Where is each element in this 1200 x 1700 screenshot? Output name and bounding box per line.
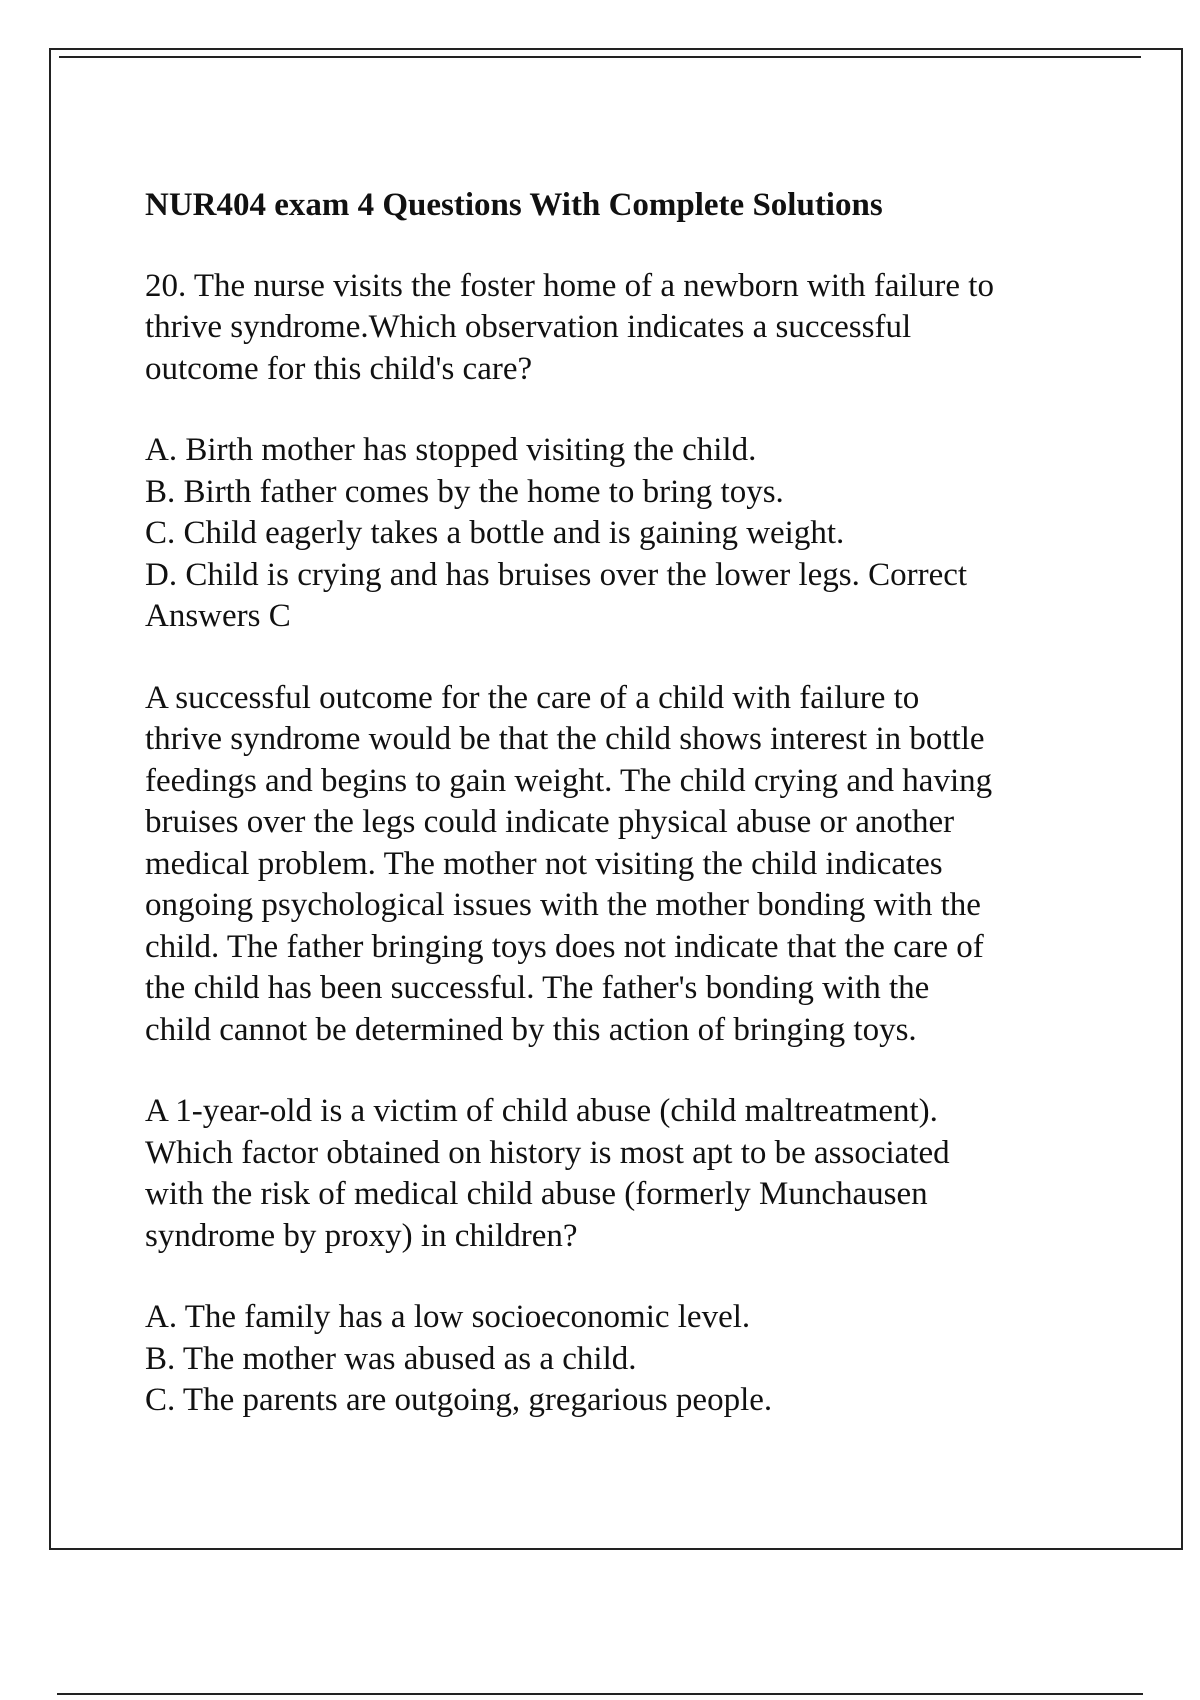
question-1-option-d: D. Child is crying and has bruises over the lower legs. Correct Answers C [145,556,968,634]
question-1-option-c: C. Child eagerly takes a bottle and is gaining weight. [145,515,845,551]
question-1-options [145,430,1090,638]
question-1-option-a: A. Birth mother has stopped visiting the child. [145,432,757,468]
top-rule [59,56,1141,58]
question-1-rationale: A successful outcome for the care of a child with failure to thrive syndrome would be that the child shows interest in bottle feedings and begins to gain weight. The child crying and having bruises over the legs could indicate physical abuse or another medical problem. The mother not visiting the child indicates ongoing psychological issues with the mother bonding with the child. The father bringing toys does not indicate that the care of the child has been successful. The father's bonding with the child cannot be determined by this action of bringing toys. [145,679,993,1048]
question-2-option-a: A. The family has a low socioeconomic level. [145,1299,751,1335]
question-2-stem: A 1-year-old is a victim of child abuse (child maltreatment). Which factor obtained on history is most apt to be associated with the risk of medical child abuse (formerly Munchausen syndrome by proxy) in children? [145,1093,950,1254]
question-1-stem: 20. The nurse visits the foster home of a newborn with failure to thrive syndrome.Which observation indicates a successful outcome for this child's care? [145,267,994,387]
question-2-option-b: B. The mother was abused as a child. [145,1340,637,1377]
question-1-option-b: B. Birth father comes by the home to bring toys. [145,473,784,510]
document-content [145,185,1090,1462]
document-title: NUR404 exam 4 Questions With Complete Solutions [145,187,883,223]
question-2-option-c: C. The parents are outgoing, gregarious people. [145,1382,773,1418]
question-2-options [145,1297,1090,1422]
bottom-rule [57,1693,1143,1695]
